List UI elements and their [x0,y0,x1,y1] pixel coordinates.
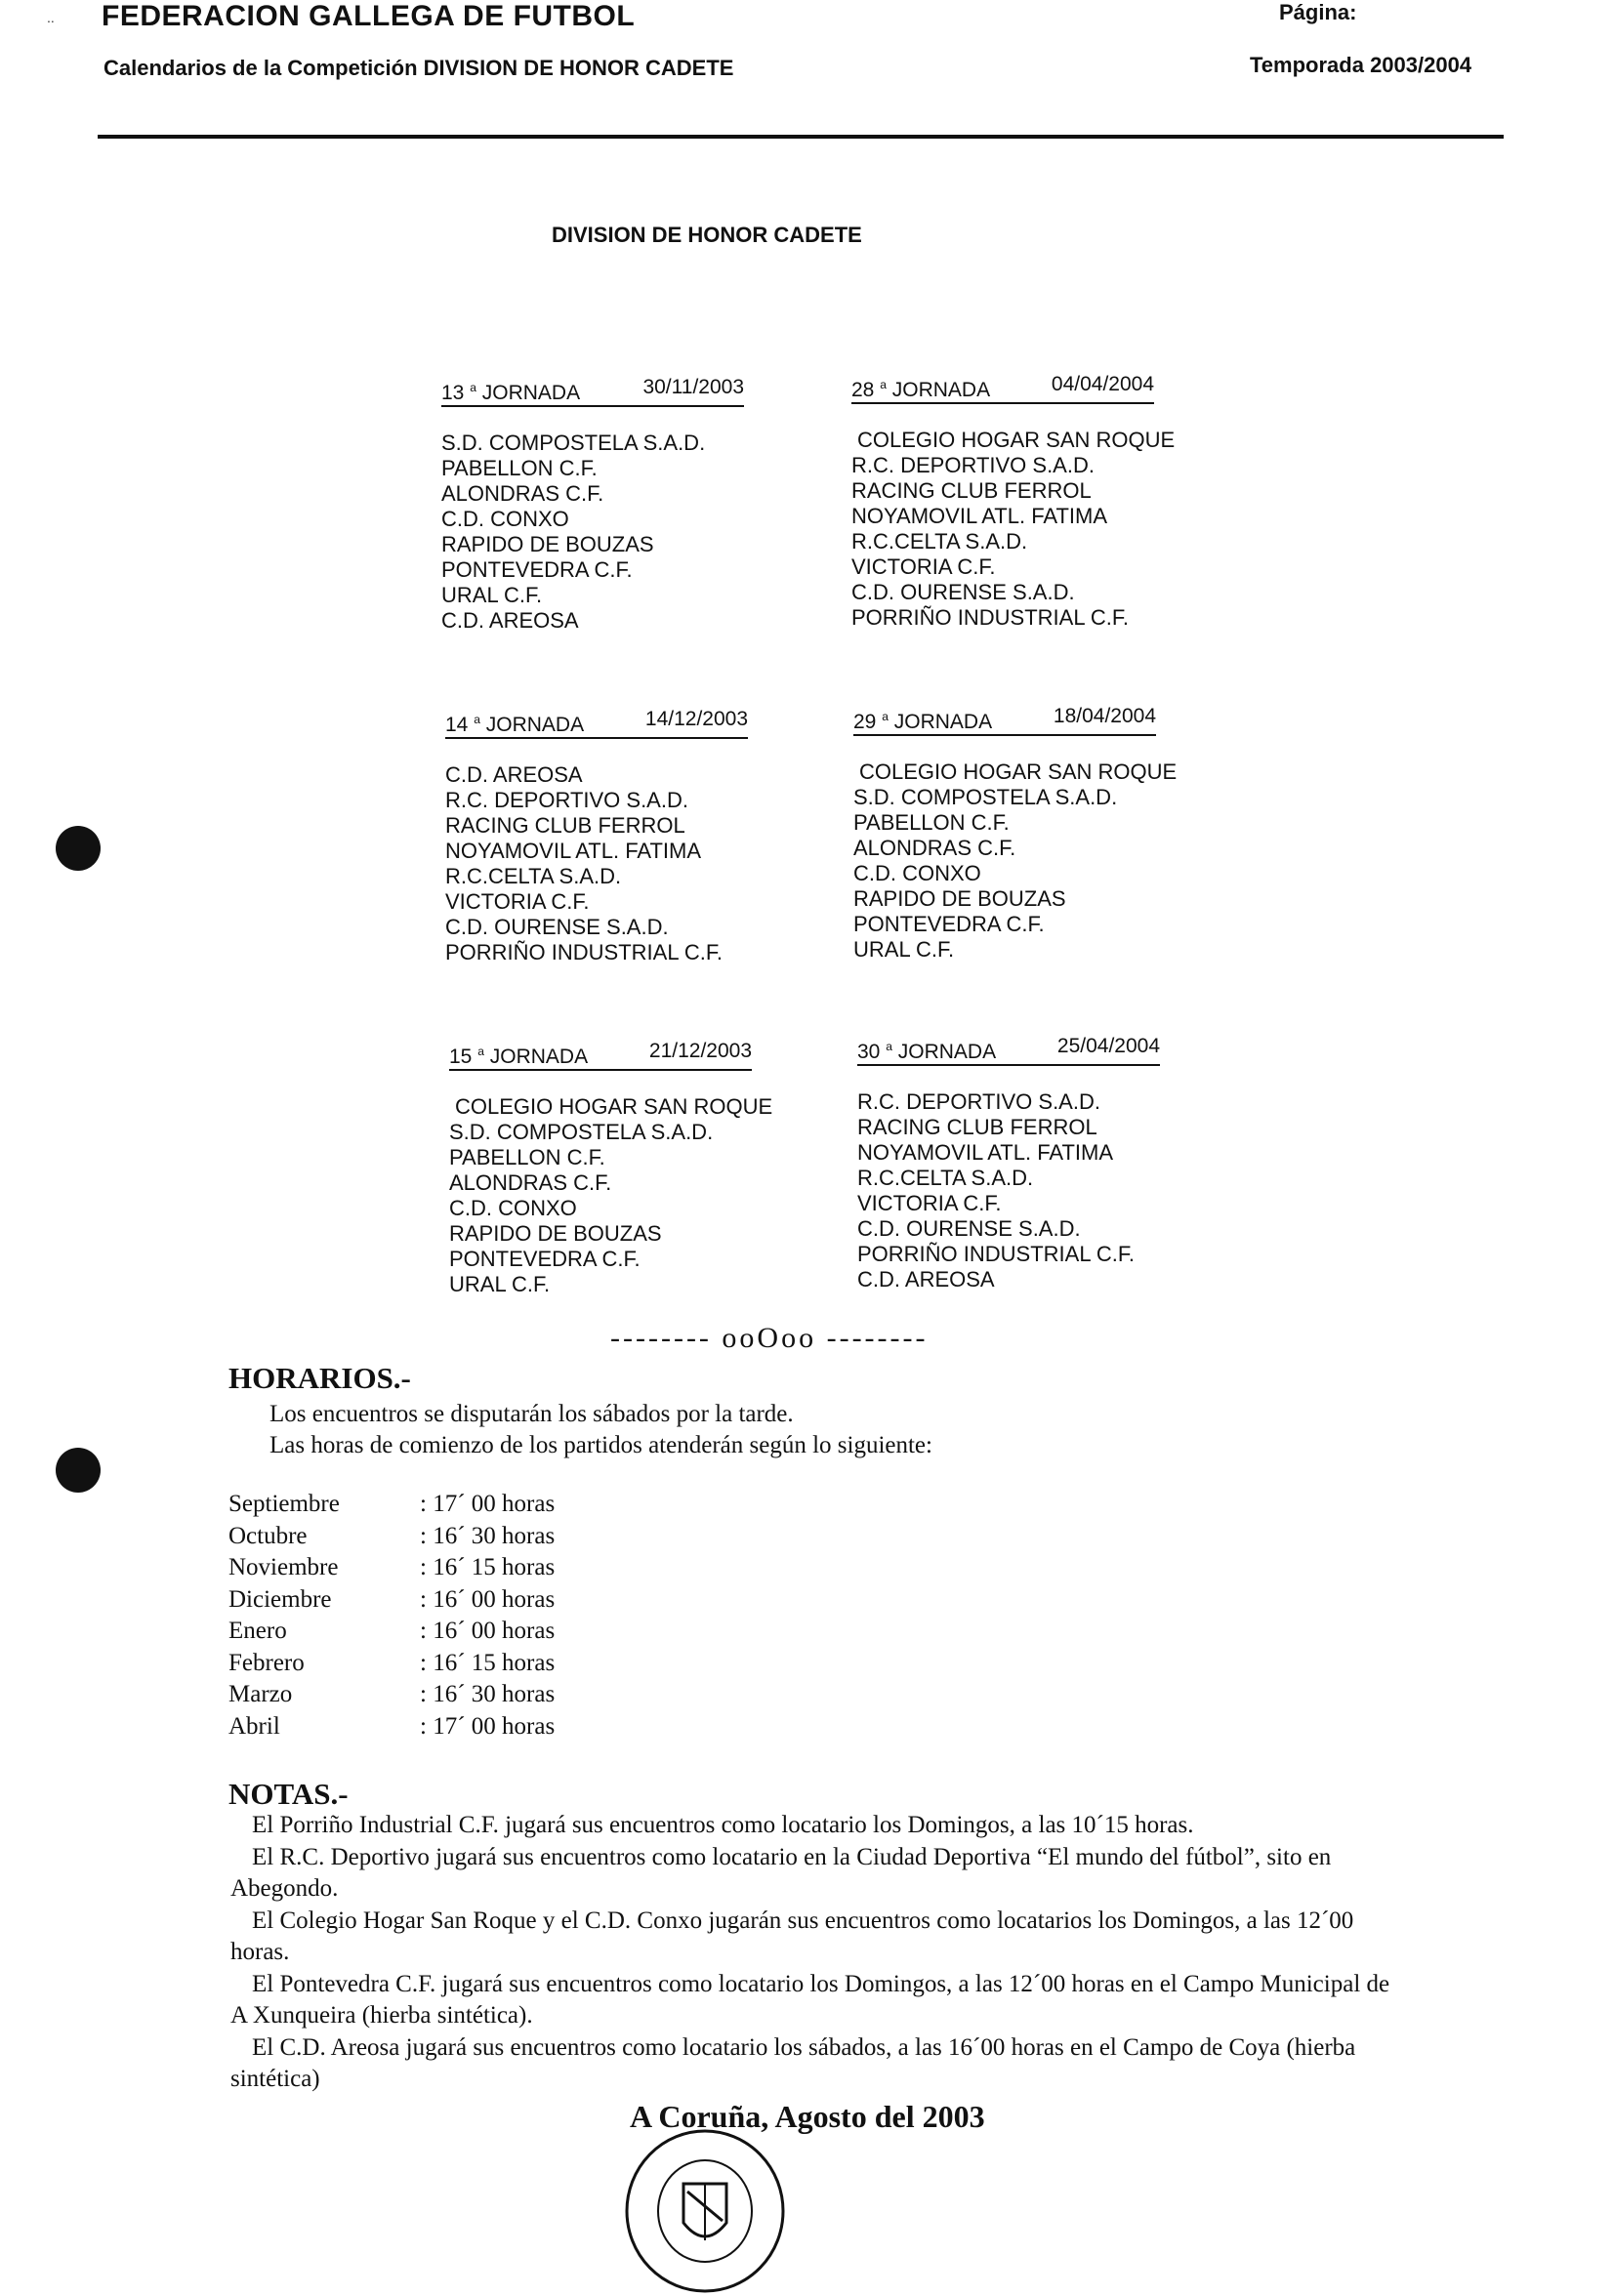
jornada-ordinal: a [880,378,887,391]
team-item: URAL C.F. [853,937,955,962]
jornada-ordinal: a [474,713,480,726]
note-item: El R.C. Deportivo jugará sus encuentros como locatario en la Ciudad Deportiva “El mundo del fútbol”, sito en Abegondo. [230,1843,1332,1902]
schedule-row [228,1711,555,1743]
team-list [441,430,851,634]
team-item: R.C.CELTA S.A.D. [851,529,1028,554]
schedule-time: : 16´ 30 horas [420,1681,556,1707]
jornada-header [853,705,1156,736]
team-item: ALONDRAS C.F. [449,1170,612,1195]
team-item: S.D. COMPOSTELA S.A.D. [449,1120,714,1144]
jornada-date: 21/12/2003 [648,1040,752,1062]
team-item: PABELLON C.F. [449,1145,605,1169]
team-item: URAL C.F. [441,583,543,607]
team-item: R.C. DEPORTIVO S.A.D. [445,788,688,812]
team-item: C.D. CONXO [449,1196,577,1220]
horarios-title: HORARIOS.- [228,1361,411,1395]
schedule-table [228,1489,555,1742]
schedule-month: Febrero [228,1649,305,1676]
header-page-label: Página: [1279,0,1357,24]
schedule-time: : 16´ 15 horas [420,1554,556,1580]
schedule-month: Noviembre [228,1554,339,1580]
schedule-time: : 17´ 00 horas [420,1712,556,1740]
schedule-row [228,1648,555,1680]
schedule-row [228,1552,555,1584]
team-item: C.D. AREOSA [441,608,579,633]
jornada-number: 13 [441,382,465,404]
jornada-number: 15 [449,1046,473,1068]
schedule-month: Septiembre [228,1491,340,1517]
signature-place-date: A Coruña, Agosto del 2003 [630,2099,985,2134]
team-item: R.C.CELTA S.A.D. [445,864,622,888]
team-item: PORRIÑO INDUSTRIAL C.F. [851,605,1129,630]
team-item: COLEGIO HOGAR SAN ROQUE [455,1094,773,1119]
jornada-block [449,1040,859,1297]
jornada-date: 04/04/2004 [1051,373,1154,395]
header-season: Temporada 2003/2004 [1250,53,1472,77]
team-item: C.D. OURENSE S.A.D. [857,1216,1081,1241]
team-item: C.D. AREOSA [445,762,583,787]
team-item: R.C. DEPORTIVO S.A.D. [851,453,1095,477]
team-item: ALONDRAS C.F. [441,481,604,506]
jornada-number: 30 [857,1041,881,1063]
schedule-month: Diciembre [228,1585,332,1613]
team-item: URAL C.F. [449,1272,551,1296]
schedule-month: Marzo [228,1681,293,1707]
team-item: RACING CLUB FERROL [851,478,1092,503]
jornada-label: JORNADA [481,382,581,404]
team-item: PABELLON C.F. [853,810,1010,835]
jornada-block [853,705,1263,963]
jornada-ordinal: a [470,381,476,394]
scan-mark: .. [47,10,55,25]
schedule-month: Octubre [228,1522,308,1549]
horarios-line-1: Los encuentros se disputarán los sábados por la tarde. [269,1401,794,1427]
jornada-label: JORNADA [489,1046,589,1068]
team-item: NOYAMOVIL ATL. FATIMA [445,839,702,863]
jornada-header [445,708,748,739]
schedule-row [228,1584,555,1617]
header-organization: FEDERACION GALLEGA DE FUTBOL [102,0,636,32]
team-item: PONTEVEDRA C.F. [441,557,633,582]
team-list [857,1089,1267,1292]
team-list [851,428,1261,631]
team-item: RACING CLUB FERROL [857,1115,1097,1139]
jornada-ordinal: a [477,1045,484,1058]
jornada-date: 14/12/2003 [644,708,748,730]
jornada-date: 18/04/2004 [1053,705,1156,727]
header-divider [98,135,1504,139]
jornada-label: JORNADA [897,1041,997,1063]
jornada-header [857,1035,1160,1066]
schedule-month: Abril [228,1712,280,1740]
team-item: C.D. CONXO [853,861,981,885]
schedule-time: : 16´ 00 horas [420,1585,556,1613]
note-item: El Porriño Industrial C.F. jugará sus encuentros como locatario los Domingos, a las 10´15 horas. [252,1812,1194,1838]
team-item: PONTEVEDRA C.F. [853,912,1045,936]
team-list [853,759,1263,963]
team-list [445,762,855,965]
team-item: COLEGIO HOGAR SAN ROQUE [857,428,1176,452]
team-item: PONTEVEDRA C.F. [449,1247,641,1271]
team-item: PORRIÑO INDUSTRIAL C.F. [857,1242,1135,1266]
jornada-date: 30/11/2003 [642,376,744,398]
jornada-block [445,708,855,965]
schedule-time: : 16´ 15 horas [420,1649,556,1676]
jornada-label: JORNADA [485,714,585,736]
jornada-number: 29 [853,711,877,733]
schedule-time: : 17´ 00 horas [420,1491,556,1517]
jornada-block [441,376,851,634]
schedule-time: : 16´ 30 horas [420,1522,556,1549]
note-item: El C.D. Areosa jugará sus encuentros como locatario los sábados, a las 16´00 horas en el Campo de Coya (hierba sintética) [230,2033,1356,2092]
team-item: COLEGIO HOGAR SAN ROQUE [859,759,1178,784]
team-item: R.C. DEPORTIVO S.A.D. [857,1089,1100,1114]
federation-seal-icon [617,2113,793,2296]
jornada-date: 25/04/2004 [1056,1035,1160,1057]
team-item: S.D. COMPOSTELA S.A.D. [441,430,706,455]
team-item: RACING CLUB FERROL [445,813,685,838]
jornada-number: 14 [445,714,469,736]
note-item: El Colegio Hogar San Roque y el C.D. Conxo jugarán sus encuentros como locatarios los Domingos, a las 12´00 horas. [230,1906,1354,1965]
notas-title: NOTAS.- [228,1777,349,1811]
schedule-row [228,1616,555,1648]
jornada-number: 28 [851,379,875,401]
header-subtitle: Calendarios de la Competición DIVISION DE HONOR CADETE [103,56,734,80]
team-item: VICTORIA C.F. [851,554,996,579]
horarios-line-2: Las horas de comienzo de los partidos atenderán según lo siguiente: [269,1432,932,1458]
team-item: PABELLON C.F. [441,456,598,480]
team-item: C.D. AREOSA [857,1267,995,1292]
punch-hole-dot [56,1448,101,1493]
schedule-month: Enero [228,1618,287,1644]
team-item: C.D. CONXO [441,507,569,531]
team-item: RAPIDO DE BOUZAS [441,532,654,556]
section-separator: -------- ooOoo -------- [610,1322,929,1354]
jornada-label: JORNADA [893,711,993,733]
schedule-row [228,1679,555,1711]
team-item: S.D. COMPOSTELA S.A.D. [853,785,1118,809]
team-item: RAPIDO DE BOUZAS [449,1221,662,1246]
notes-list [230,1810,1402,2096]
jornada-header [449,1040,752,1071]
team-item: C.D. OURENSE S.A.D. [851,580,1075,604]
team-list [449,1094,859,1297]
jornada-ordinal: a [886,1040,892,1053]
jornada-label: JORNADA [891,379,991,401]
jornada-ordinal: a [882,710,889,723]
team-item: VICTORIA C.F. [857,1191,1002,1215]
team-item: C.D. OURENSE S.A.D. [445,915,669,939]
schedule-row [228,1521,555,1553]
team-item: NOYAMOVIL ATL. FATIMA [857,1140,1114,1165]
team-item: PORRIÑO INDUSTRIAL C.F. [445,940,723,964]
team-item: R.C.CELTA S.A.D. [857,1166,1034,1190]
schedule-row [228,1489,555,1521]
team-item: RAPIDO DE BOUZAS [853,886,1066,911]
note-item: El Pontevedra C.F. jugará sus encuentros como locatario los Domingos, a las 12´00 horas en el Campo Municipal de A Xunqueira (hierba sintética). [230,1970,1390,2029]
team-item: ALONDRAS C.F. [853,836,1016,860]
page-title: DIVISION DE HONOR CADETE [552,223,862,247]
jornada-block [851,373,1261,631]
jornada-block [857,1035,1267,1292]
jornada-header [851,373,1154,404]
jornada-header [441,376,744,407]
team-item: VICTORIA C.F. [445,889,590,914]
schedule-time: : 16´ 00 horas [420,1618,556,1644]
team-item: NOYAMOVIL ATL. FATIMA [851,504,1108,528]
punch-hole-dot [56,826,101,871]
